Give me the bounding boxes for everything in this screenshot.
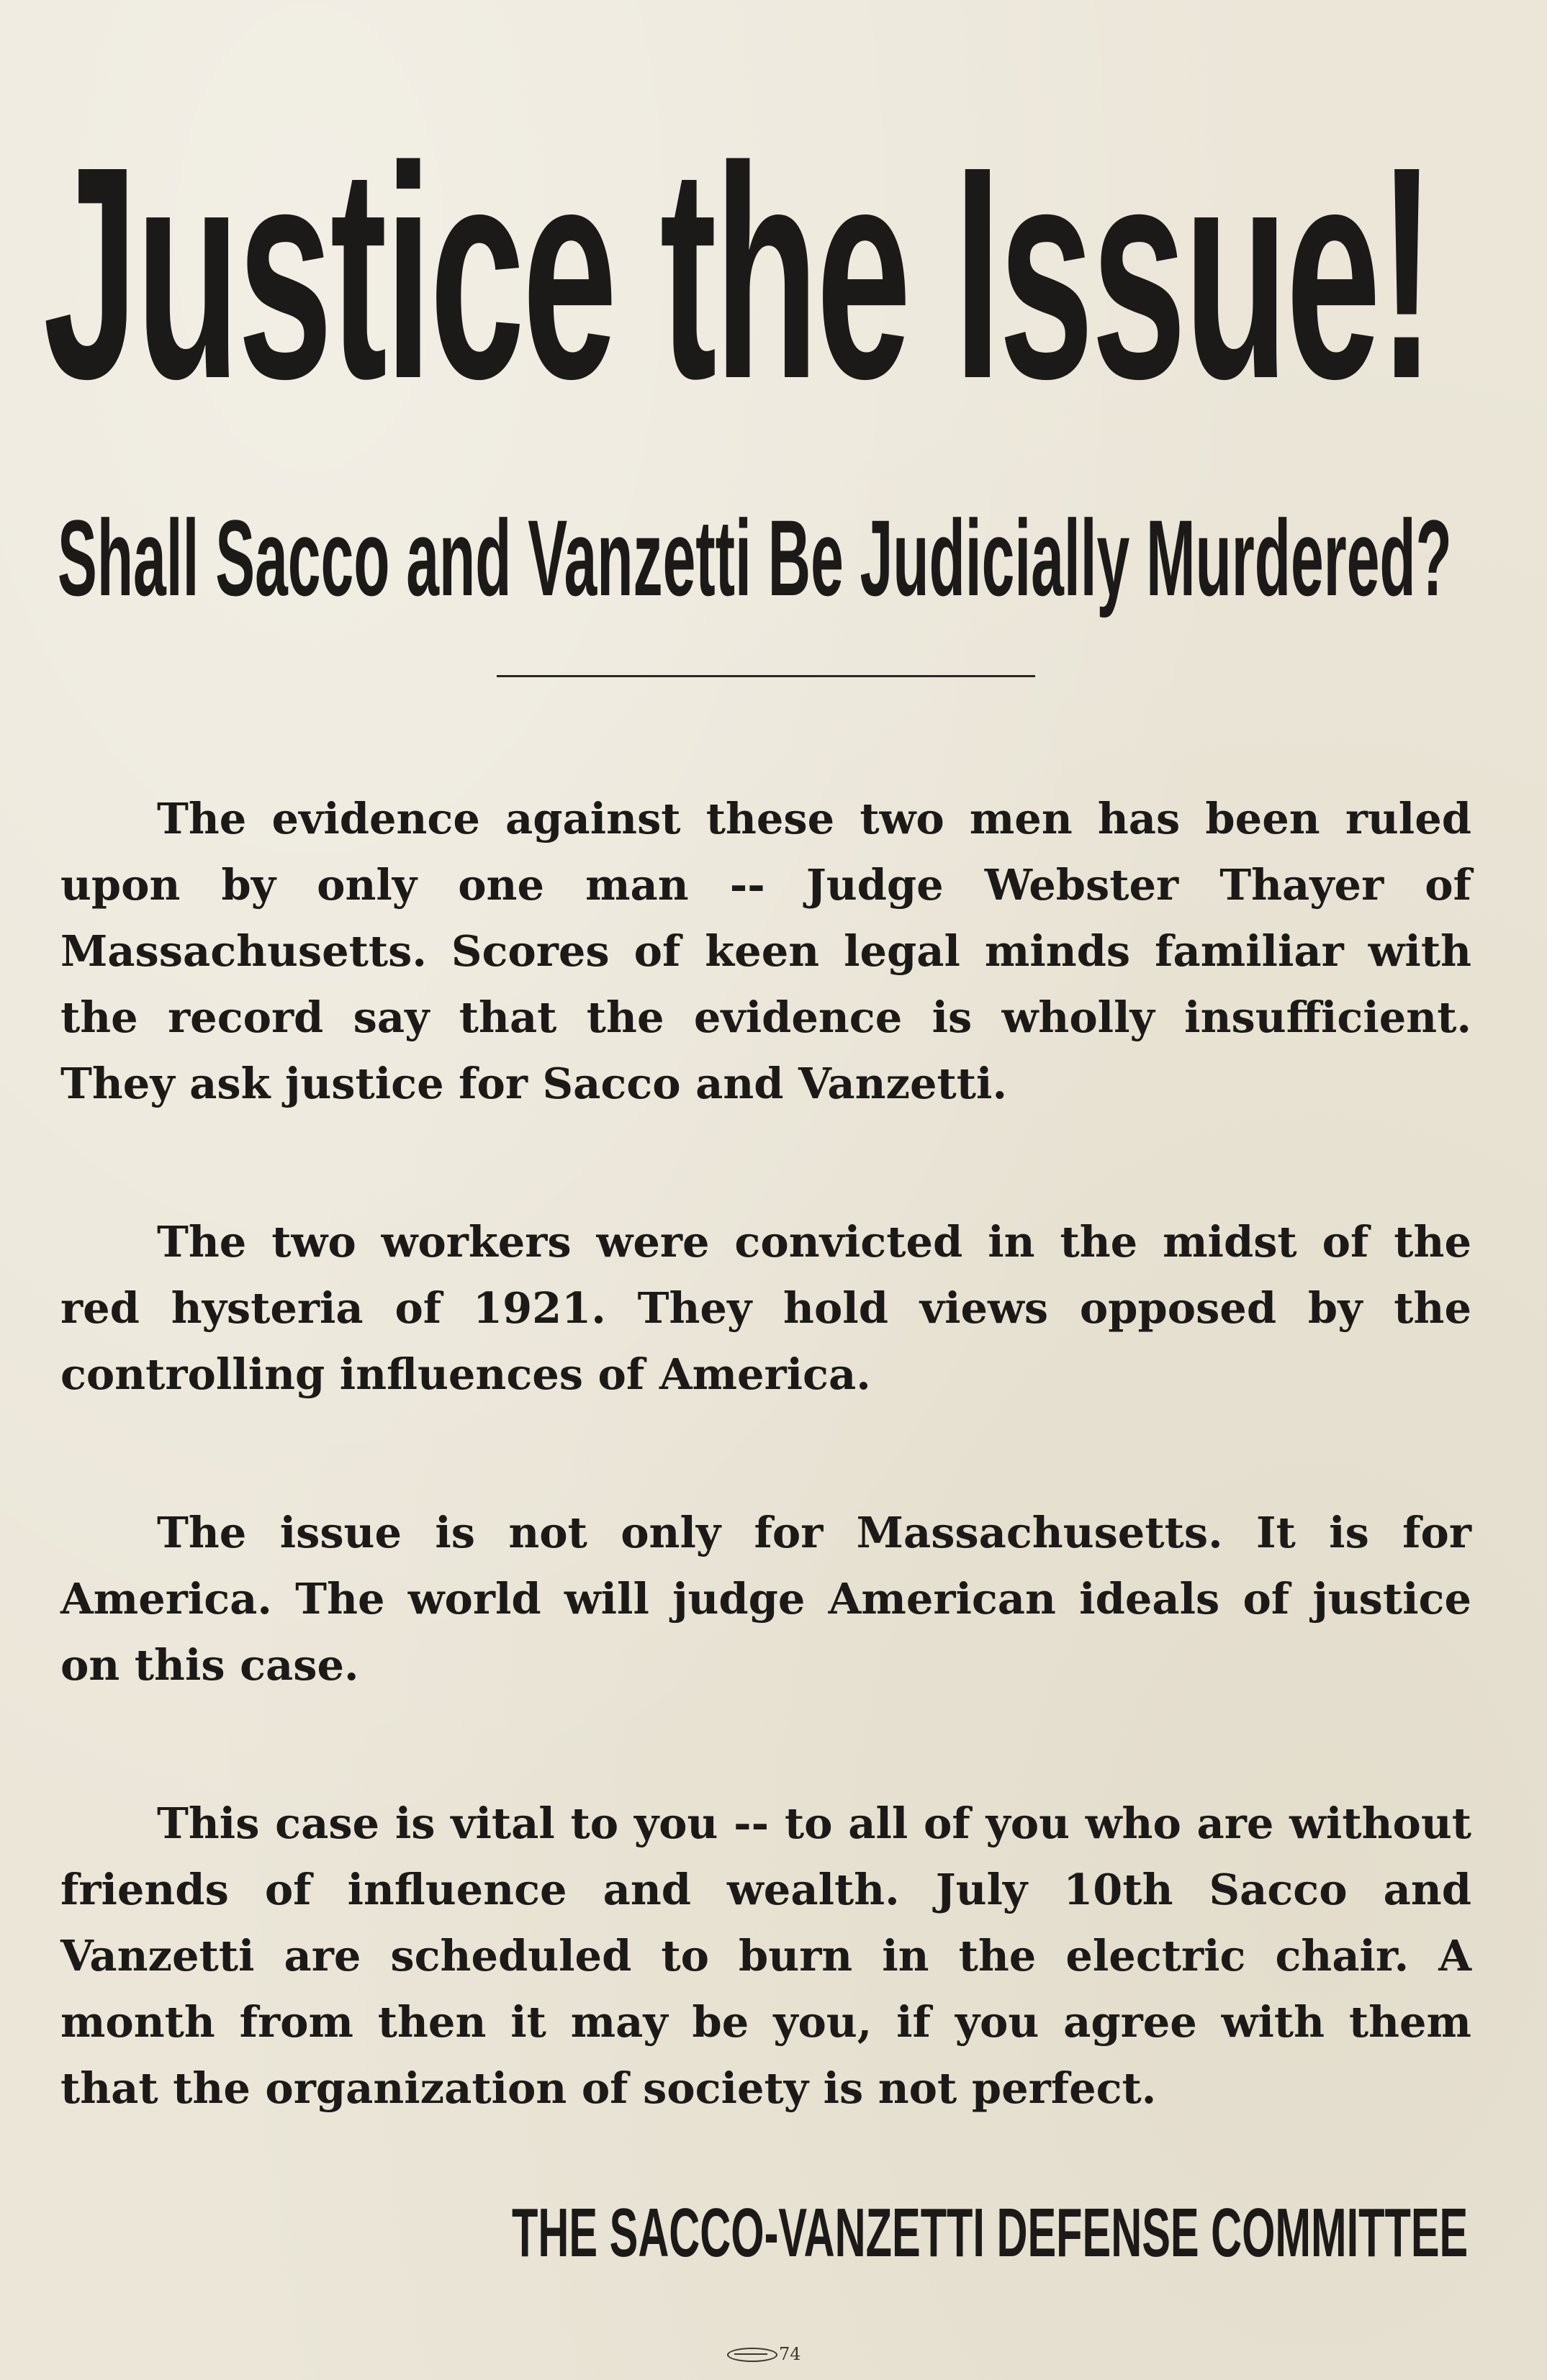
paragraph-vital-text: This case is vital to you -- to all of you who are without friends of influence and wealth. July 10th Sacco and Vanzetti are scheduled to burn in the electric chair. A month from then it may be you, if you agree with them that the organization of society is not perfect. xyxy=(60,1798,1471,2113)
print-number: 74 xyxy=(779,2344,801,2364)
poster-body xyxy=(60,786,1471,2214)
paragraph-vital xyxy=(60,1791,1471,2122)
union-label-icon xyxy=(727,2348,777,2362)
poster-headline: Justice the Issue! xyxy=(43,104,1433,442)
poster-subheadline: Shall Sacco and Vanzetti Be Judicially Murdered? xyxy=(58,497,1452,618)
paragraph-conviction-text: The two workers were convicted in the midst of the red hysteria of 1921. They hold views opposed by the controlling influences of America. xyxy=(60,1217,1471,1399)
divider-rule xyxy=(497,675,1035,677)
paragraph-issue xyxy=(60,1500,1471,1698)
paragraph-issue-text: The issue is not only for Massachusetts. It is for America. The world will judge American ideals of justice on this case. xyxy=(60,1508,1471,1690)
paragraph-evidence-text: The evidence against these two men has been ruled upon by only one man -- Judge Webster Thayer of Massachusetts. Scores of keen legal minds familiar with the record say that the evidence is wholly insufficient. They ask justice for Sacco and Vanzetti. xyxy=(60,794,1471,1108)
paragraph-conviction xyxy=(60,1209,1471,1408)
signature: THE SACCO-VANZETTI DEFENSE COMMITTEE xyxy=(511,2194,1468,2271)
paragraph-evidence xyxy=(60,786,1471,1117)
